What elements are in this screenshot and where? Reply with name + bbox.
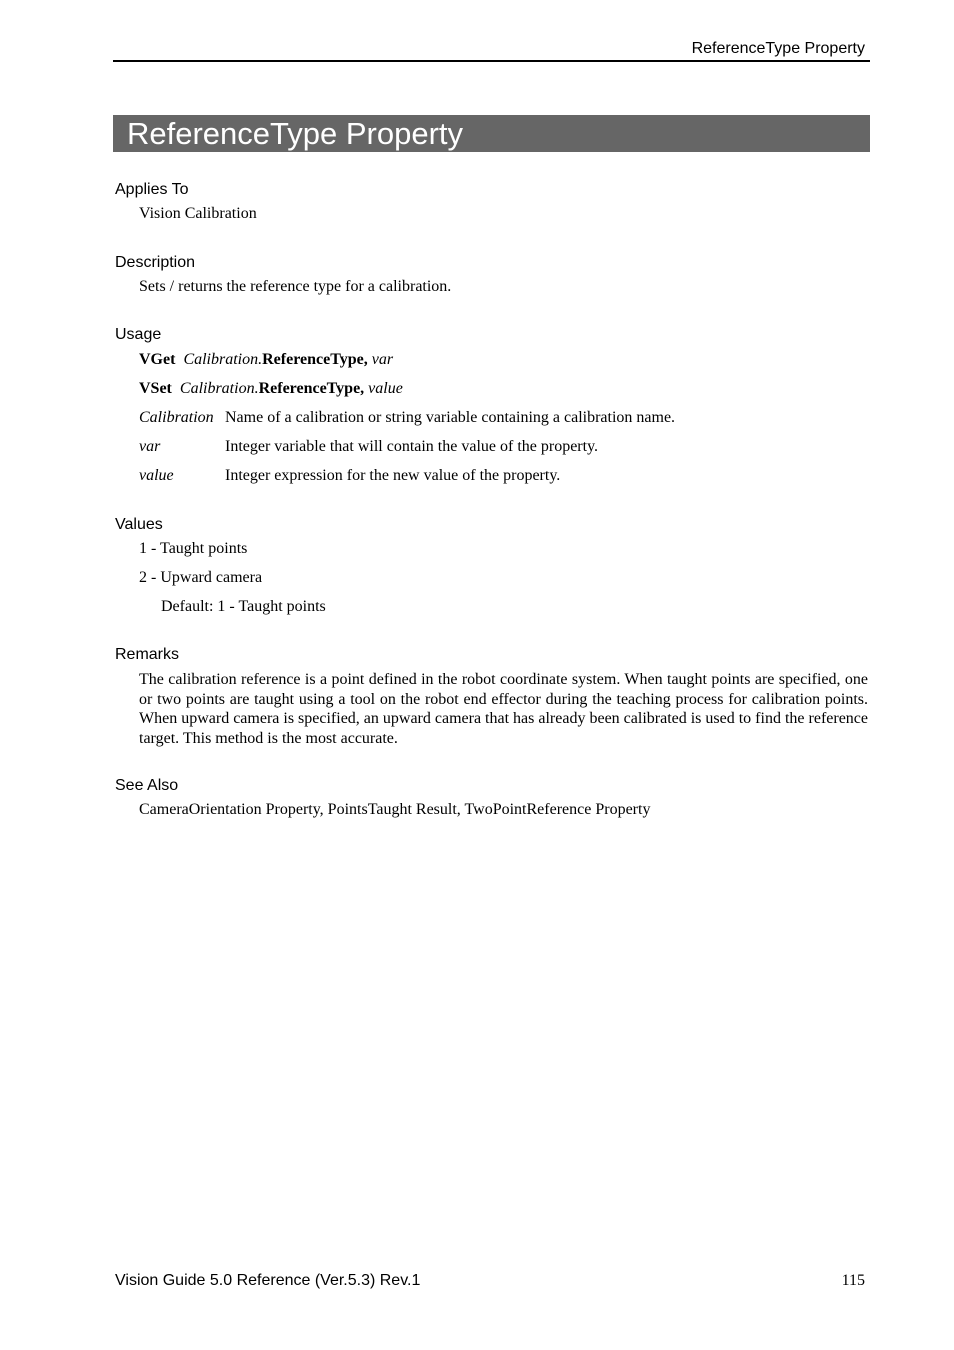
applies-to-heading: Applies To <box>115 181 189 198</box>
page-number: 115 <box>841 1272 865 1289</box>
values-item-1: 1 - Taught points <box>139 540 248 557</box>
values-default: Default: 1 - Taught points <box>161 598 326 615</box>
usage-heading: Usage <box>115 326 162 343</box>
vset-object: Calibration. <box>179 380 259 397</box>
values-item-2: 2 - Upward camera <box>139 569 263 586</box>
remarks-text: The calibration reference is a point defined in the robot coordinate system. When taught points are specified, one or two points are taught using a tool on the robot end effector during the teaching process for calibration points. When upward camera is specified, an upward camera that has already been calibrated is used to find the reference target. This method is the most accurate. <box>139 671 868 748</box>
param-name-calibration: Calibration <box>139 409 214 426</box>
remarks-heading: Remarks <box>115 646 180 663</box>
running-header: ReferenceType Property <box>691 40 865 57</box>
vget-property: ReferenceType, <box>262 351 368 368</box>
param-desc-var: Integer variable that will contain the value of the property. <box>225 438 599 455</box>
param-name-value: value <box>139 467 174 484</box>
applies-to-text: Vision Calibration <box>139 205 257 222</box>
see-also-links: CameraOrientation Property, PointsTaught Result, TwoPointReference Property <box>139 801 651 818</box>
vget-object: Calibration. <box>183 351 263 368</box>
usage-vset-line <box>139 379 403 399</box>
param-name-var: var <box>139 438 161 455</box>
page-title: ReferenceType Property <box>127 116 464 151</box>
header-rule <box>113 60 870 62</box>
footer-doc-title: Vision Guide 5.0 Reference (Ver.5.3) Rev.1 <box>115 1272 421 1289</box>
see-also-heading: See Also <box>115 777 179 794</box>
param-desc-calibration: Name of a calibration or string variable containing a calibration name. <box>225 409 676 426</box>
description-text: Sets / returns the reference type for a calibration. <box>139 278 452 295</box>
vset-argument: value <box>368 380 403 397</box>
description-heading: Description <box>115 254 196 271</box>
usage-vget-line <box>139 350 393 370</box>
vget-argument: var <box>371 351 394 368</box>
vset-property: ReferenceType, <box>258 380 365 397</box>
title-bar <box>113 115 870 152</box>
vset-command: VSet <box>139 380 172 397</box>
vget-command: VGet <box>139 351 176 368</box>
values-heading: Values <box>115 516 163 533</box>
param-desc-value: Integer expression for the new value of the property. <box>225 467 561 484</box>
